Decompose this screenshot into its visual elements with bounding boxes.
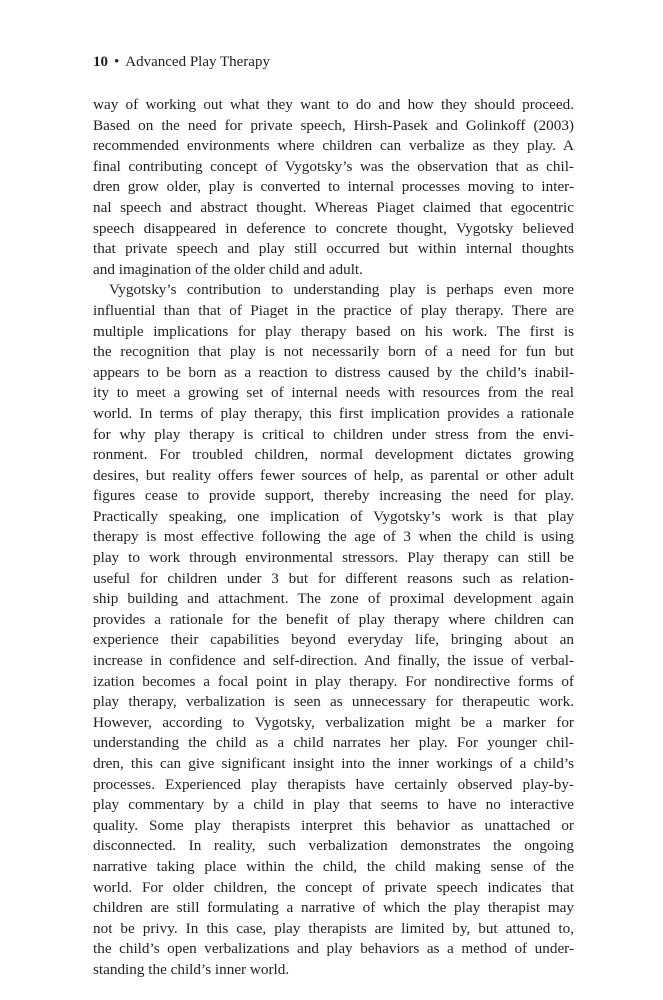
text-line: play to work through environmental stressors. Play therapy can still be (93, 549, 574, 567)
text-line: ship building and attachment. The zone of proximal development again (93, 590, 574, 608)
text-line: ity to meet a growing set of internal needs with resources from the real (93, 384, 574, 402)
text-line: recommended environments where children can verbalize as they play. A (93, 137, 574, 155)
text-line: appears to be born as a reaction to distress caused by the child’s inabil- (93, 363, 574, 381)
book-title: Advanced Play Therapy (125, 54, 270, 70)
text-line: ronment. For troubled children, normal development dictates growing (93, 446, 574, 464)
text-line: provides a rationale for the benefit of play therapy where children can (93, 610, 574, 628)
text-line: desires, but reality offers fewer sources of help, as parental or other adult (93, 466, 574, 484)
text-line: the recognition that play is not necessarily born of a need for fun but (93, 343, 574, 361)
body-text (93, 95, 574, 981)
text-line: ization becomes a focal point in play therapy. For nondirective forms of (93, 672, 574, 690)
text-line: for why play therapy is critical to children under stress from the envi- (93, 425, 574, 443)
text-line: world. In terms of play therapy, this first implication provides a rationale (93, 404, 574, 422)
text-line: speech disappeared in deference to concrete thought, Vygotsky believed (93, 219, 574, 237)
text-line: play commentary by a child in play that seems to have no interactive (93, 796, 574, 814)
text-line: not be privy. In this case, play therapists are limited by, but attuned to, (93, 919, 574, 937)
text-line: Practically speaking, one implication of Vygotsky’s work is that play (93, 507, 574, 525)
text-line: dren grow older, play is converted to internal processes moving to inter- (93, 178, 574, 196)
text-line: multiple implications for play therapy based on his work. The first is (93, 322, 574, 340)
text-line: understanding the child as a child narrates her play. For younger chil- (93, 734, 574, 752)
text-line: Vygotsky’s contribution to understanding play is perhaps even more (109, 281, 574, 299)
running-head-bullet: • (114, 54, 120, 70)
text-line: final contributing concept of Vygotsky’s was the observation that as chil- (93, 157, 574, 175)
page-number: 10 (93, 54, 108, 70)
text-line: world. For older children, the concept of private speech indicates that (93, 878, 574, 896)
text-line: increase in confidence and self-direction. And finally, the issue of verbal- (93, 652, 574, 670)
text-line: figures cease to provide support, thereby increasing the need for play. (93, 487, 574, 505)
text-line: and imagination of the older child and adult. (93, 260, 363, 278)
text-line: dren, this can give significant insight into the inner workings of a child’s (93, 755, 574, 772)
text-line: experience their capabilities beyond everyday life, bringing about an (93, 631, 574, 649)
text-line: useful for children under 3 but for different reasons such as relation- (93, 569, 574, 587)
paragraph (93, 95, 574, 280)
text-line: quality. Some play therapists interpret this behavior as unattached or (93, 816, 574, 834)
paragraph (93, 280, 574, 980)
text-line: way of working out what they want to do and how they should proceed. (93, 96, 574, 113)
text-line: Based on the need for private speech, Hirsh-Pasek and Golinkoff (2003) (93, 116, 574, 134)
text-line: narrative taking place within the child, the child making sense of the (93, 857, 574, 875)
text-line: standing the child’s inner world. (93, 960, 290, 978)
text-line: that private speech and play still occurred but within internal thoughts (93, 240, 574, 258)
text-line: children are still formulating a narrative of which the play therapist may (93, 899, 574, 917)
running-head (93, 52, 270, 72)
text-line: play therapy, verbalization is seen as unnecessary for therapeutic work. (93, 693, 574, 711)
text-line: processes. Experienced play therapists have certainly observed play-by- (93, 775, 574, 793)
text-line: influential than that of Piaget in the practice of play therapy. There are (93, 301, 574, 319)
text-line: therapy is most effective following the age of 3 when the child is using (93, 528, 574, 546)
text-line: the child’s open verbalizations and play behaviors as a method of under- (93, 940, 574, 958)
text-line: disconnected. In reality, such verbalization demonstrates the ongoing (93, 837, 574, 855)
text-line: nal speech and abstract thought. Whereas Piaget claimed that egocentric (93, 198, 574, 216)
text-line: However, according to Vygotsky, verbalization might be a marker for (93, 713, 574, 731)
